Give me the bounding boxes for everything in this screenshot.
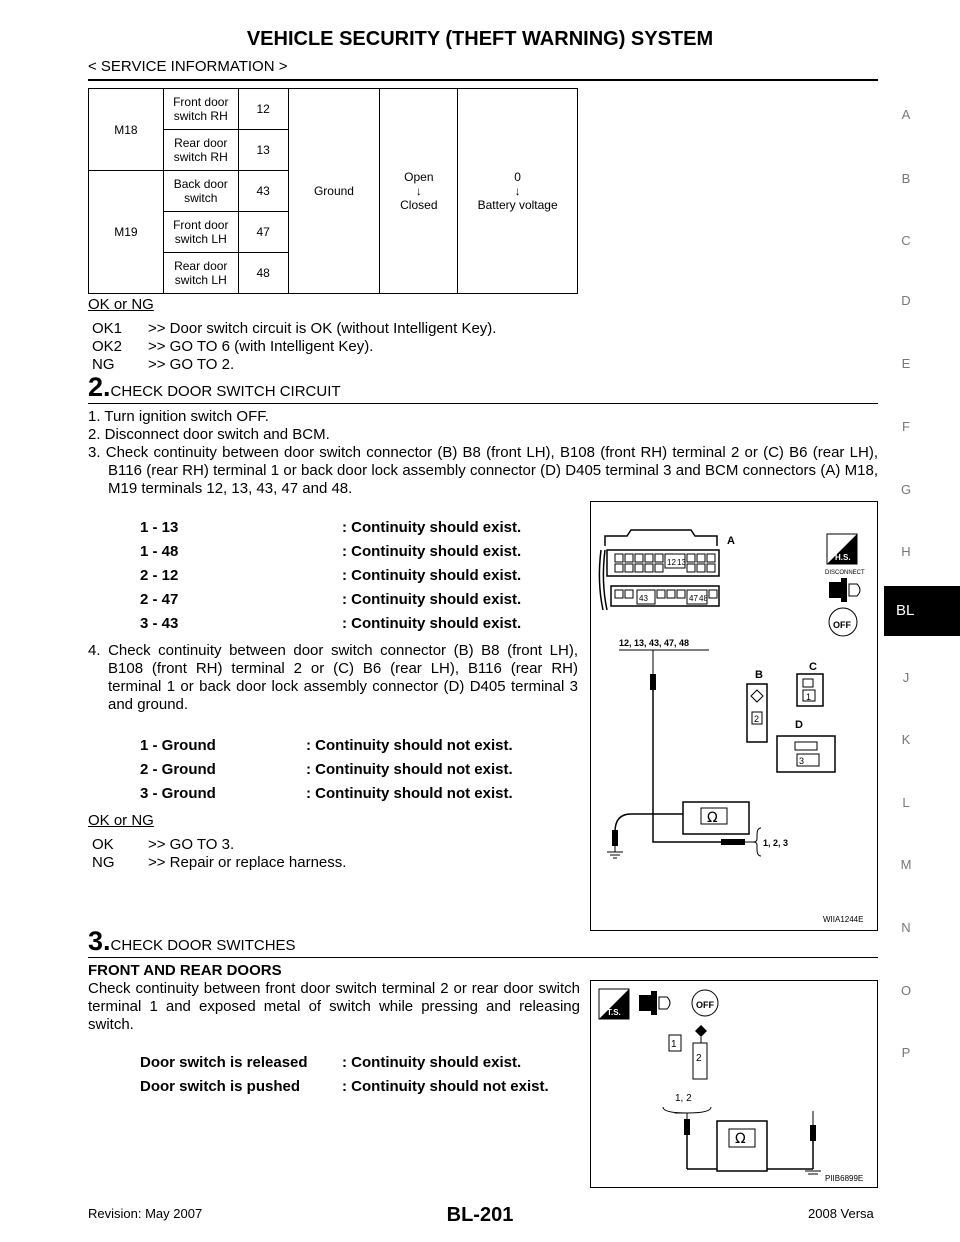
procedure-item: 1. Turn ignition switch OFF. <box>88 408 269 425</box>
check-terminals: 2 - 12 <box>140 567 179 584</box>
step-title: CHECK DOOR SWITCHES <box>110 937 296 954</box>
check-terminals: 2 - Ground <box>140 761 216 778</box>
table-terminal-cell: 43 <box>238 171 288 212</box>
disconnect-label: DISCONNECT <box>825 570 865 576</box>
procedure-item: 3. Check continuity between door switch connector (B) B8 (front LH), B108 (front RH) terminal 2 or (C) B6 (rear LH), B116 (rear RH) terminal 1 or back door lock assembly connector (D) D405 terminal 3 and BCM connectors (A) M18, M19 terminals 12, 13, 43, 47 and 48. <box>88 444 878 497</box>
diagram-svg <box>591 502 877 930</box>
index-letter-n[interactable]: N <box>901 920 911 935</box>
ohm-symbol: Ω <box>735 1131 746 1147</box>
check-result: : Continuity should exist. <box>342 543 522 560</box>
ok-ng-label: OK or NG <box>88 812 154 829</box>
figure-code: PIIB6899E <box>825 1174 864 1183</box>
door-switch-diagram <box>590 980 878 1188</box>
probe-label: 1, 2, 3 <box>763 838 789 848</box>
table-terminal-cell: 12 <box>238 89 288 130</box>
diagram-svg <box>591 981 877 1187</box>
pin-label: 3 <box>799 756 805 766</box>
check-condition: Door switch is pushed <box>140 1078 301 1095</box>
wire-label: 12, 13, 43, 47, 48 <box>619 638 690 648</box>
table-switch-cell: Front door switch RH <box>163 89 238 130</box>
index-letter-d[interactable]: D <box>901 293 911 308</box>
result-code: OK1 <box>92 320 123 337</box>
pin-label: 13 <box>677 558 686 567</box>
check-result: : Continuity should exist. <box>342 567 522 584</box>
continuity-diagram <box>590 501 878 931</box>
check-result: : Continuity should exist. <box>342 1054 522 1071</box>
step-title: CHECK DOOR SWITCH CIRCUIT <box>110 383 341 400</box>
check-result: : Continuity should exist. <box>342 591 522 608</box>
result-text: >> Repair or replace harness. <box>148 854 347 871</box>
connector-m19: M19 <box>89 171 164 294</box>
page-title: VEHICLE SECURITY (THEFT WARNING) SYSTEM <box>246 28 714 50</box>
check-terminals: 3 - 43 <box>140 615 179 632</box>
index-letter-b[interactable]: B <box>901 171 911 186</box>
pin-label: 12 <box>667 558 676 567</box>
check-terminals: 1 - Ground <box>140 737 216 754</box>
check-result: : Continuity should not exist. <box>306 785 513 802</box>
index-letter-g[interactable]: G <box>900 482 912 497</box>
index-letter-h[interactable]: H <box>901 544 911 559</box>
page-number: BL-201 <box>446 1204 514 1226</box>
pin-label: 43 <box>639 594 648 603</box>
connector-a-label: A <box>727 535 735 547</box>
hs-badge: H.S. <box>835 553 851 562</box>
check-result: : Continuity should not exist. <box>342 1078 549 1095</box>
ok-ng-label: OK or NG <box>88 296 154 313</box>
step-2-heading <box>88 372 341 403</box>
off-label: OFF <box>696 1000 714 1010</box>
check-result: : Continuity should exist. <box>342 519 522 536</box>
procedure-item: 4. Check continuity between door switch connector (B) B8 (front LH), B108 (front RH) terminal 2 or (C) B6 (rear LH), B116 (rear RH) terminal 1 or back door lock assembly connector (D) D405 terminal 3 and ground. <box>88 642 578 713</box>
index-letter-e[interactable]: E <box>901 356 911 371</box>
connector-m18: M18 <box>89 89 164 171</box>
index-letter-f[interactable]: F <box>902 419 910 434</box>
probe-label: 1, 2 <box>675 1093 692 1104</box>
voltage-cell: 0 ↓ Battery voltage <box>458 89 578 294</box>
page-subtitle: < SERVICE INFORMATION > <box>88 58 288 75</box>
table-terminal-cell: 48 <box>238 253 288 294</box>
pin-label: 2 <box>696 1053 702 1064</box>
condition-cell: Open ↓ Closed <box>380 89 458 294</box>
step-rule <box>88 403 878 404</box>
check-terminals: 2 - 47 <box>140 591 179 608</box>
result-text: >> GO TO 6 (with Intelligent Key). <box>148 338 374 355</box>
table-switch-cell: Rear door switch RH <box>163 130 238 171</box>
step-3-heading <box>88 926 296 957</box>
connector-d-label: D <box>795 719 803 731</box>
pin-label: 1 <box>671 1039 677 1050</box>
table-switch-cell: Front door switch LH <box>163 212 238 253</box>
section-index <box>884 0 960 1242</box>
terminal-table <box>88 88 578 294</box>
ground-cell: Ground <box>288 89 380 294</box>
procedure-item: 2. Disconnect door switch and BCM. <box>88 426 330 443</box>
index-letter-k[interactable]: K <box>901 732 911 747</box>
result-text: >> GO TO 2. <box>148 356 235 373</box>
table-switch-cell: Rear door switch LH <box>163 253 238 294</box>
index-letter-l[interactable]: L <box>902 795 910 810</box>
pin-label: 48 <box>699 594 708 603</box>
check-terminals: 1 - 13 <box>140 519 179 536</box>
index-letter-j[interactable]: J <box>902 670 910 685</box>
table-terminal-cell: 13 <box>238 130 288 171</box>
pin-label: 2 <box>754 714 760 724</box>
result-text: >> GO TO 3. <box>148 836 235 853</box>
connector-b-label: B <box>755 669 763 681</box>
step-rule <box>88 957 878 958</box>
revision-date: Revision: May 2007 <box>88 1206 203 1221</box>
connector-c-label: C <box>809 661 817 673</box>
subheading: FRONT AND REAR DOORS <box>88 962 282 979</box>
check-terminals: 3 - Ground <box>140 785 216 802</box>
model-year: 2008 Versa <box>808 1206 874 1221</box>
ohm-symbol: Ω <box>707 810 718 826</box>
check-result: : Continuity should not exist. <box>306 737 513 754</box>
index-letter-m[interactable]: M <box>900 857 912 872</box>
pin-label: 47 <box>689 594 698 603</box>
index-letter-a[interactable]: A <box>901 107 911 122</box>
index-letter-o[interactable]: O <box>900 983 912 998</box>
table-switch-cell: Back door switch <box>163 171 238 212</box>
index-letter-c[interactable]: C <box>901 233 911 248</box>
index-letter-p[interactable]: P <box>901 1045 911 1060</box>
step-number: 2. <box>88 372 111 402</box>
check-result: : Continuity should not exist. <box>306 761 513 778</box>
header-rule <box>88 79 878 81</box>
pin-label: 1 <box>806 692 812 702</box>
result-code: NG <box>92 854 115 871</box>
check-condition: Door switch is released <box>140 1054 308 1071</box>
result-code: NG <box>92 356 115 373</box>
check-terminals: 1 - 48 <box>140 543 179 560</box>
result-text: >> Door switch circuit is OK (without Intelligent Key). <box>148 320 497 337</box>
index-active-bl[interactable]: BL <box>884 586 960 636</box>
figure-code: WIIA1244E <box>823 915 864 924</box>
result-code: OK <box>92 836 114 853</box>
ts-badge: T.S. <box>607 1008 621 1017</box>
step-number: 3. <box>88 926 111 956</box>
off-label: OFF <box>833 620 851 630</box>
table-terminal-cell: 47 <box>238 212 288 253</box>
procedure-text: Check continuity between front door switch terminal 2 or rear door switch terminal 1 and exposed metal of switch while pressing and releasing switch. <box>88 980 580 1033</box>
check-result: : Continuity should exist. <box>342 615 522 632</box>
result-code: OK2 <box>92 338 123 355</box>
